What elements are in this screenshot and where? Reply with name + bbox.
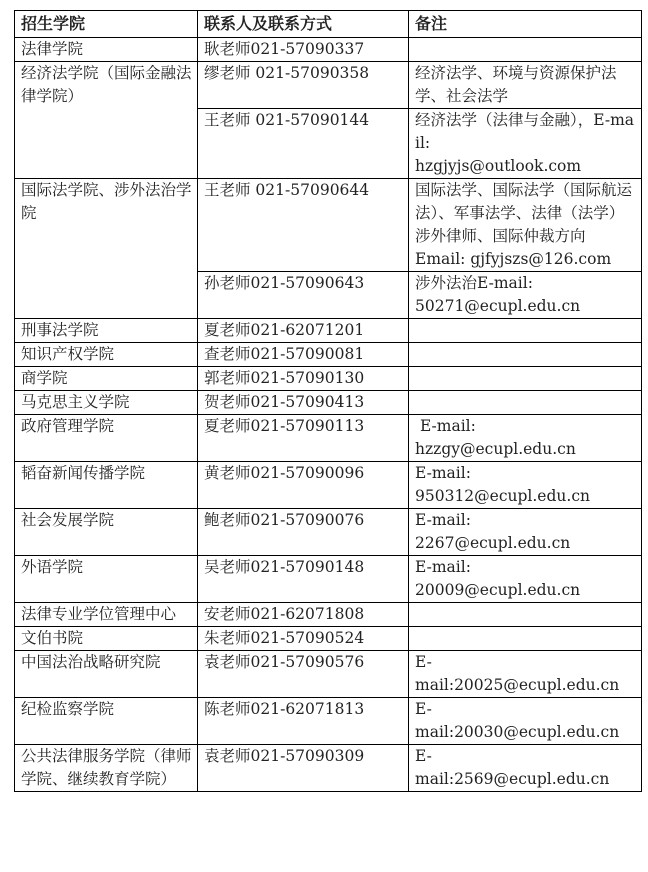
table-row [15, 627, 642, 651]
contact-cell: 缪老师 021-57090358 [198, 62, 409, 109]
note-cell [409, 415, 642, 462]
contact-cell: 耿老师021-57090337 [198, 38, 409, 62]
college-cell: 纪检监察学院 [15, 698, 198, 745]
table-row [15, 179, 642, 272]
contact-cell: 夏老师021-57090113 [198, 415, 409, 462]
note-text: E- mail:20030@ecupl.edu.cn [415, 700, 620, 741]
contact-cell: 安老师021-62071808 [198, 603, 409, 627]
contact-cell: 王老师 021-57090144 [198, 109, 409, 179]
table-row [15, 603, 642, 627]
table-row [15, 462, 642, 509]
note-text: 涉外法治E-mail: 50271@ecupl.edu.cn [415, 274, 581, 315]
table-row [15, 391, 642, 415]
contact-table [14, 10, 642, 792]
table-row [15, 556, 642, 603]
contact-cell: 陈老师021-62071813 [198, 698, 409, 745]
note-cell [409, 179, 642, 272]
contact-cell: 吴老师021-57090148 [198, 556, 409, 603]
contact-cell: 鲍老师021-57090076 [198, 509, 409, 556]
table-row [15, 62, 642, 109]
header-note: 备注 [409, 11, 642, 38]
note-text: E-mail: 950312@ecupl.edu.cn [415, 464, 590, 505]
contact-cell: 袁老师021-57090309 [198, 745, 409, 792]
contact-cell: 查老师021-57090081 [198, 343, 409, 367]
contact-cell: 黄老师021-57090096 [198, 462, 409, 509]
note-cell [409, 38, 642, 62]
note-cell [409, 62, 642, 109]
table-row [15, 343, 642, 367]
contact-cell: 郭老师021-57090130 [198, 367, 409, 391]
table-row [15, 38, 642, 62]
note-cell [409, 651, 642, 698]
note-cell [409, 603, 642, 627]
table-row [15, 651, 642, 698]
contact-cell: 朱老师021-57090524 [198, 627, 409, 651]
table-row [15, 415, 642, 462]
note-text: E-mail: 20009@ecupl.edu.cn [415, 558, 581, 599]
note-cell [409, 272, 642, 319]
contact-cell: 贺老师021-57090413 [198, 391, 409, 415]
note-cell [409, 343, 642, 367]
note-cell [409, 462, 642, 509]
note-text: 国际法学、国际法学（国际航运法）、军事法学、法律（法学）涉外律师、国际仲裁方向 Email: gjfyjszs@126.com [415, 181, 633, 268]
college-cell: 马克思主义学院 [15, 391, 198, 415]
note-cell [409, 698, 642, 745]
college-cell: 社会发展学院 [15, 509, 198, 556]
contact-cell: 孙老师021-57090643 [198, 272, 409, 319]
college-cell: 文伯书院 [15, 627, 198, 651]
contact-cell: 王老师 021-57090644 [198, 179, 409, 272]
note-cell [409, 109, 642, 179]
header-row [15, 11, 642, 38]
note-cell [409, 391, 642, 415]
note-cell [409, 367, 642, 391]
note-cell [409, 627, 642, 651]
table-row [15, 698, 642, 745]
note-cell [409, 556, 642, 603]
contact-cell: 夏老师021-62071201 [198, 319, 409, 343]
college-cell: 商学院 [15, 367, 198, 391]
college-cell: 知识产权学院 [15, 343, 198, 367]
college-cell: 经济法学院（国际金融法律学院） [15, 62, 198, 179]
note-text: E- mail:2569@ecupl.edu.cn [415, 747, 610, 788]
college-cell: 法律专业学位管理中心 [15, 603, 198, 627]
note-cell [409, 509, 642, 556]
college-cell: 韬奋新闻传播学院 [15, 462, 198, 509]
table-row [15, 745, 642, 792]
header-college: 招生学院 [15, 11, 198, 38]
note-text: E-mail: 2267@ecupl.edu.cn [415, 511, 571, 552]
note-cell [409, 745, 642, 792]
table-body [15, 38, 642, 792]
note-text: E-mail: hzzgy@ecupl.edu.cn [415, 417, 576, 458]
table-row [15, 319, 642, 343]
college-cell: 法律学院 [15, 38, 198, 62]
college-cell: 国际法学院、涉外法治学院 [15, 179, 198, 319]
contact-cell: 袁老师021-57090576 [198, 651, 409, 698]
note-text: 经济法学、环境与资源保护法学、社会法学 [415, 64, 617, 105]
header-contact: 联系人及联系方式 [198, 11, 409, 38]
college-cell: 中国法治战略研究院 [15, 651, 198, 698]
note-cell [409, 319, 642, 343]
college-cell: 公共法律服务学院（律师学院、继续教育学院） [15, 745, 198, 792]
note-text: E- mail:20025@ecupl.edu.cn [415, 653, 620, 694]
college-cell: 外语学院 [15, 556, 198, 603]
college-cell: 刑事法学院 [15, 319, 198, 343]
table-row [15, 509, 642, 556]
table-row [15, 367, 642, 391]
college-cell: 政府管理学院 [15, 415, 198, 462]
note-text: 经济法学（法律与金融），E-mail: hzgjyjs@outlook.com [415, 111, 635, 175]
